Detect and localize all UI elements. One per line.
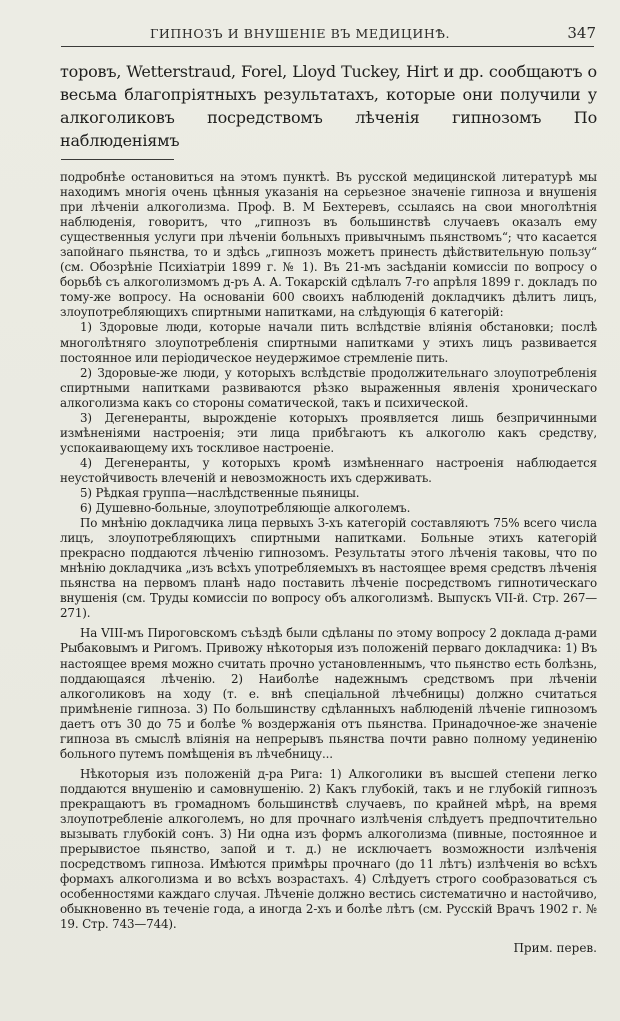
category-1: 1) Здоровые люди, которые начали пить вслѣдствiе влiянiя обстановки; послѣ многолѣтняго злоупотребленiя спиртными напитками у этихъ лицъ развивается постоянное или перiодическое неудержимое стремленiе пить. (60, 320, 597, 365)
running-title: ГИПНОЗЪ И ВНУШЕНIЕ ВЪ МЕДИЦИНѢ. (150, 26, 451, 41)
category-2: 2) Здоровые-же люди, у которыхъ вслѣдствiе продолжительнаго злоупотребленiя спиртными напитками развиваются рѣзко выраженныя явленiя хроническаго алкоголизма какъ со стороны соматической, такъ и психической. (60, 365, 597, 410)
category-6: 6) Душевно-больные, злоупотребляющiе алкоголемъ. (80, 501, 411, 516)
main-text-paragraph: торовъ, Wetterstraud, Forel, Lloyd Tuckey, Hirt и др. сообщаютъ о весьма благопрiятныхъ результатахъ, которые они получили у алкоголиковъ посредствомъ лѣченiя гипнозомъ По наблюденiямъ (60, 62, 597, 150)
translator-note-signature: Прим. перев. (513, 941, 597, 956)
page-number: 347 (567, 24, 596, 42)
body-text (60, 60, 597, 956)
running-header (60, 24, 596, 48)
category-4: 4) Дегенеранты, у которыхъ кромѣ измѣненнаго настроенiя наблюдается неустойчивость влеченiй и невозможность ихъ сдерживать. (60, 455, 597, 485)
footnote-paragraph-pirogov: На VIII-мъ Пироговскомъ съѣздѣ были сдѣланы по этому вопросу 2 доклада д-рами Рыбаковымъ и Ригомъ. Привожу нѣкоторыя изъ положенiй перваго докладчика: 1) Въ настоящее время можно считать прочно установленнымъ, что пьянство есть болѣзнь, поддающаяся лѣченiю. 2) Наиболѣе надежнымъ средствомъ при лѣченiи алкоголиковъ на ходу (т. е. внѣ спецiальной лѣчебницы) должно считаться примѣненiе гипноза. 3) По большинству сдѣланныхъ наблюденiй лѣченiе гипнозомъ даетъ отъ 30 до 75 и болѣе % воздержанiя отъ пьянства. Принадочное-же значенiе гипноза въ смыслѣ влiянiя на непрерывъ пьянства почти равно полному уединенiю больного путемъ помѣщенiя въ лѣчебницу... (60, 626, 597, 761)
footnote-paragraph-opinion: По мнѣнiю докладчика лица первыхъ 3-хъ категорiй составляютъ 75% всего числа лицъ, злоупотребляющихъ спиртными напитками. Больные этихъ категорiй прекрасно поддаются лѣченiю гипнозомъ. Результаты этого лѣченiя таковы, что по мнѣнiю докладчика „изъ всѣхъ употребляемыхъ въ настоящее время средствъ лѣченiя пьянства на первомъ планѣ надо поставить лѣченiе посредствомъ гипнотическаго внушенiя (см. Труды комиссiи по вопросу объ алкоголизмѣ. Выпускъ VII-й. Стр. 267—271). (60, 516, 597, 621)
category-3: 3) Дегенеранты, вырожденiе которыхъ проявляется лишь безпричинными измѣненiями настроенiя; эти лица прибѣгаютъ къ алкоголю какъ средству, успокаивающему ихъ тоскливое настроенiе. (60, 410, 597, 455)
category-5: 5) Рѣдкая группа—наслѣдственные пьяницы. (80, 485, 360, 500)
footnote-paragraph: подробнѣе остановиться на этомъ пунктѣ. Въ русской медицинской литературѣ мы находимъ многiя очень цѣнныя указанiя на серьезное значенiе гипноза и внушенiя при лѣченiи алкоголизма. Проф. В. М Бехтеревъ, ссылаясь на свои многолѣтнiя наблюденiя, говоритъ, что „гипнозъ въ большинствѣ случаевъ оказалъ ему существенныя услуги при лѣченiи больныхъ привычнымъ пьянствомъ“; что касается запойнаго пьянства, то и здѣсь „гипнозъ можетъ принесть дѣйствительную пользу“ (см. Обозрѣнiе Психiатрiи 1899 г. № 1). Въ 21-мъ засѣданiи комиссiи по вопросу о борьбѣ съ алкоголизмомъ д-ръ А. А. Токарскiй сдѣлалъ 7-го апрѣля 1899 г. докладъ по тому-же вопросу. На основанiи 600 своихъ наблюденiй докладчикъ дѣлитъ лицъ, злоупотребляющихъ спиртными напитками, на слѣдующiя 6 категорiй: (60, 170, 597, 320)
footnote (60, 170, 597, 956)
footnote-paragraph-rig: Нѣкоторыя изъ положенiй д-ра Рига: 1) Алкоголики въ высшей степени легко поддаются внушенiю и самовнушенiю. 2) Какъ глубокiй, такъ и не глубокiй гипнозъ прекращаютъ въ громадномъ большинствѣ случаевъ, по крайней мѣрѣ, на время злоупотребленiе алкоголемъ, но для прочнаго излѣченiя слѣдуетъ предпочтительно вызывать глубокiй сонъ. 3) Ни одна изъ формъ алкоголизма (пивные, постоянное и прерывистое пьянство, запой и т. д.) не исключаетъ возможности излѣченiя посредствомъ гипноза. Имѣются примѣры прочнаго (до 11 лѣтъ) излѣченiя во всѣхъ формахъ алкоголизма и во всѣхъ возрастахъ. 4) Слѣдуетъ строго сообразоваться съ особенностями каждаго случая. Лѣченiе должно вестись систематично и настойчиво, обыкновенно въ теченiе года, а иногда 2-хъ и болѣе лѣтъ (см. Русскiй Врачъ 1902 г. № 19. Стр. 743—744). (60, 766, 597, 932)
footnote-separator (61, 159, 174, 160)
header-rule (61, 46, 594, 47)
